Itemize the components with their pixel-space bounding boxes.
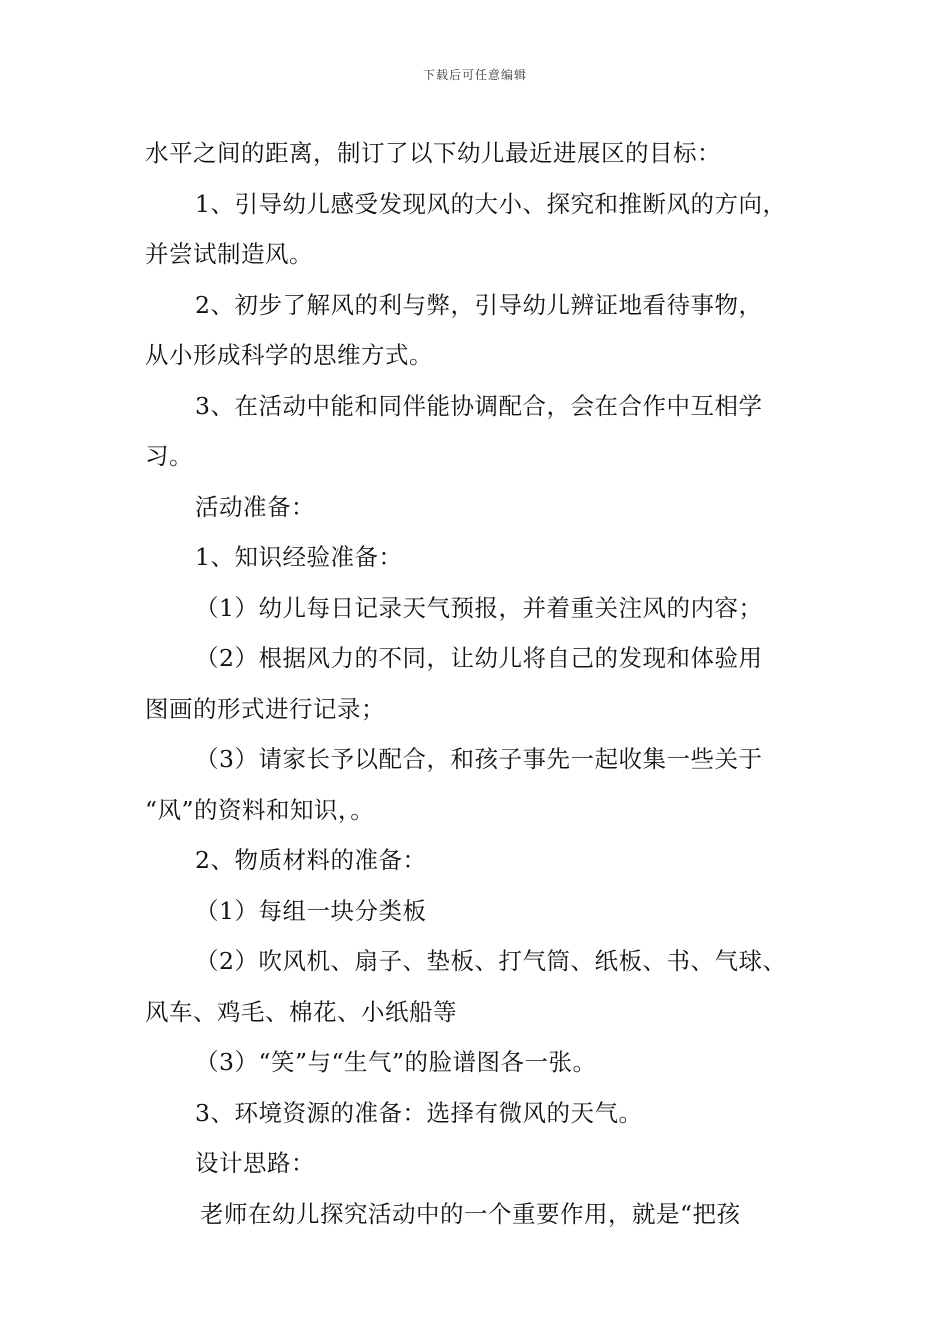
text-line: 并尝试制造风。 bbox=[145, 240, 313, 268]
text-line: 老师在幼儿探究活动中的一个重要作用，就是“把孩 bbox=[200, 1199, 741, 1228]
text-line: 活动准备： bbox=[195, 492, 315, 521]
text-line: 3、环境资源的准备：选择有微风的天气。 bbox=[195, 1098, 643, 1127]
text-line: （2）根据风力的不同，让幼儿将自己的发现和体验用 bbox=[195, 644, 763, 672]
text-line: 水平之间的距离，制订了以下幼儿最近进展区的目标： bbox=[145, 139, 721, 167]
text-line: 设计思路： bbox=[195, 1149, 315, 1177]
text-line: （1）每组一块分类板 bbox=[195, 896, 427, 925]
text-line: 2、物质材料的准备： bbox=[195, 846, 427, 874]
text-line: 1、知识经验准备： bbox=[195, 543, 403, 571]
text-line: 风车、鸡毛、棉花、小纸船等 bbox=[145, 997, 457, 1026]
document-body bbox=[145, 128, 835, 1239]
text-line: 1、引导幼儿感受发现风的大小、探究和推断风的方向， bbox=[195, 189, 787, 218]
text-line: 习。 bbox=[145, 442, 193, 470]
text-line: 从小形成科学的思维方式。 bbox=[145, 341, 433, 369]
text-line: （2）吹风机、扇子、垫板、打气筒、纸板、书、气球、 bbox=[195, 947, 787, 975]
text-line: “风”的资料和知识，。 bbox=[145, 795, 375, 824]
text-line: （3）“笑”与“生气”的脸谱图各一张。 bbox=[195, 1048, 597, 1076]
page-header: 下载后可任意编辑 bbox=[422, 68, 527, 82]
text-line: 3、在活动中能和同伴能协调配合，会在合作中互相学 bbox=[195, 391, 763, 420]
text-line: 2、初步了解风的利与弊，引导幼儿辨证地看待事物， bbox=[195, 290, 763, 319]
text-line: 图画的形式进行记录； bbox=[145, 694, 385, 723]
text-line: （1）幼儿每日记录天气预报，并着重关注风的内容； bbox=[195, 593, 763, 622]
text-line: （3）请家长予以配合，和孩子事先一起收集一些关于 bbox=[195, 745, 763, 773]
